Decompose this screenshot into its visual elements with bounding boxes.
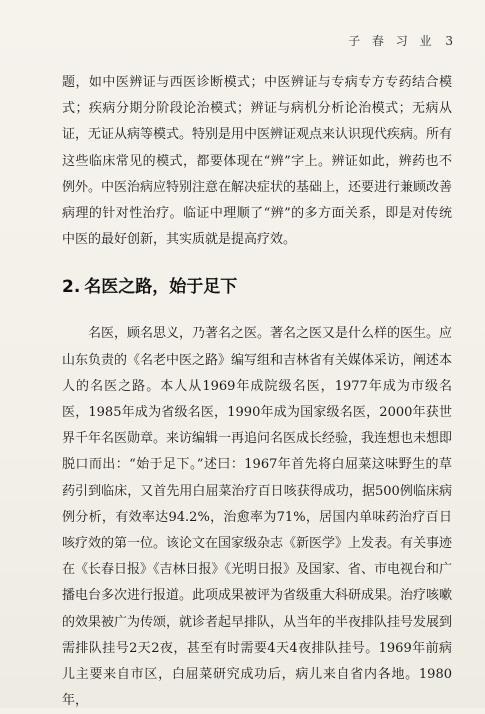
- page-number: 3: [445, 34, 453, 48]
- running-head-title: 子 春 习 业: [348, 34, 436, 48]
- body-paragraph: 题，如中医辨证与西医诊断模式；中医辨证与专病专方专药结合模式；疾病分期分阶段论治模式；辨证与病机分析论治模式；无病从证，无证从病等模式。特别是用中医辨证观点来认识现代疾病。所有这些临床常见的模式，都要体现在“辨”字上。辨证如此，辨药也不例外。中医治病应特别注意在解决症状的基础上，还要进行兼顾改善病理的针对性治疗。临证中理顺了“辨”的多方面关系，即是对传统中医的最好创新，其实质就是提高疗效。: [62, 75, 453, 248]
- section-number: 2.: [62, 277, 81, 298]
- page-body: [62, 70, 452, 714]
- section-paragraph: 名医，顾名思义，乃著名之医。著名之医又是什么样的医生。应山东负责的《名老中医之路》编写组和吉林省有关媒体采访，阐述本人的名医之路。本人从1969年成院级名医，1977年成为市级名医，1985年成为省级名医，1990年成为国家级名医，2000年获世界千年名医勋章。来访编辑一再追问名医成长经验，我连想也未想即脱口而出：“始于足下。”述曰：1967年首先将白屈菜这味野生的草药引到临床，又首先用白屈菜治疗百日咳获得成功，据500例临床病例分析，有效率达94.2%，治愈率为71%，居国内单味药治疗百日咳疗效的第一位。该论文在国家级杂志《新医学》上发表。有关事迹在《长春日报》《吉林日报》《光明日报》及国家、省、市电视台和广播电台多次进行报道。此项成果被评为省级重大科研成果。治疗咳嗽的效果被广为传颂，就诊者起早排队，从当年的半夜排队挂号发展到需排队挂号2天2夜，甚至有时需要4天4夜排队挂号。1969年前病儿主要来自市区，白屈菜研究成功后，病儿来自省内各地。1980年，: [62, 326, 453, 709]
- section-heading: [62, 272, 452, 302]
- section-title: 名医之路，始于足下: [84, 277, 238, 298]
- running-head: [348, 32, 453, 49]
